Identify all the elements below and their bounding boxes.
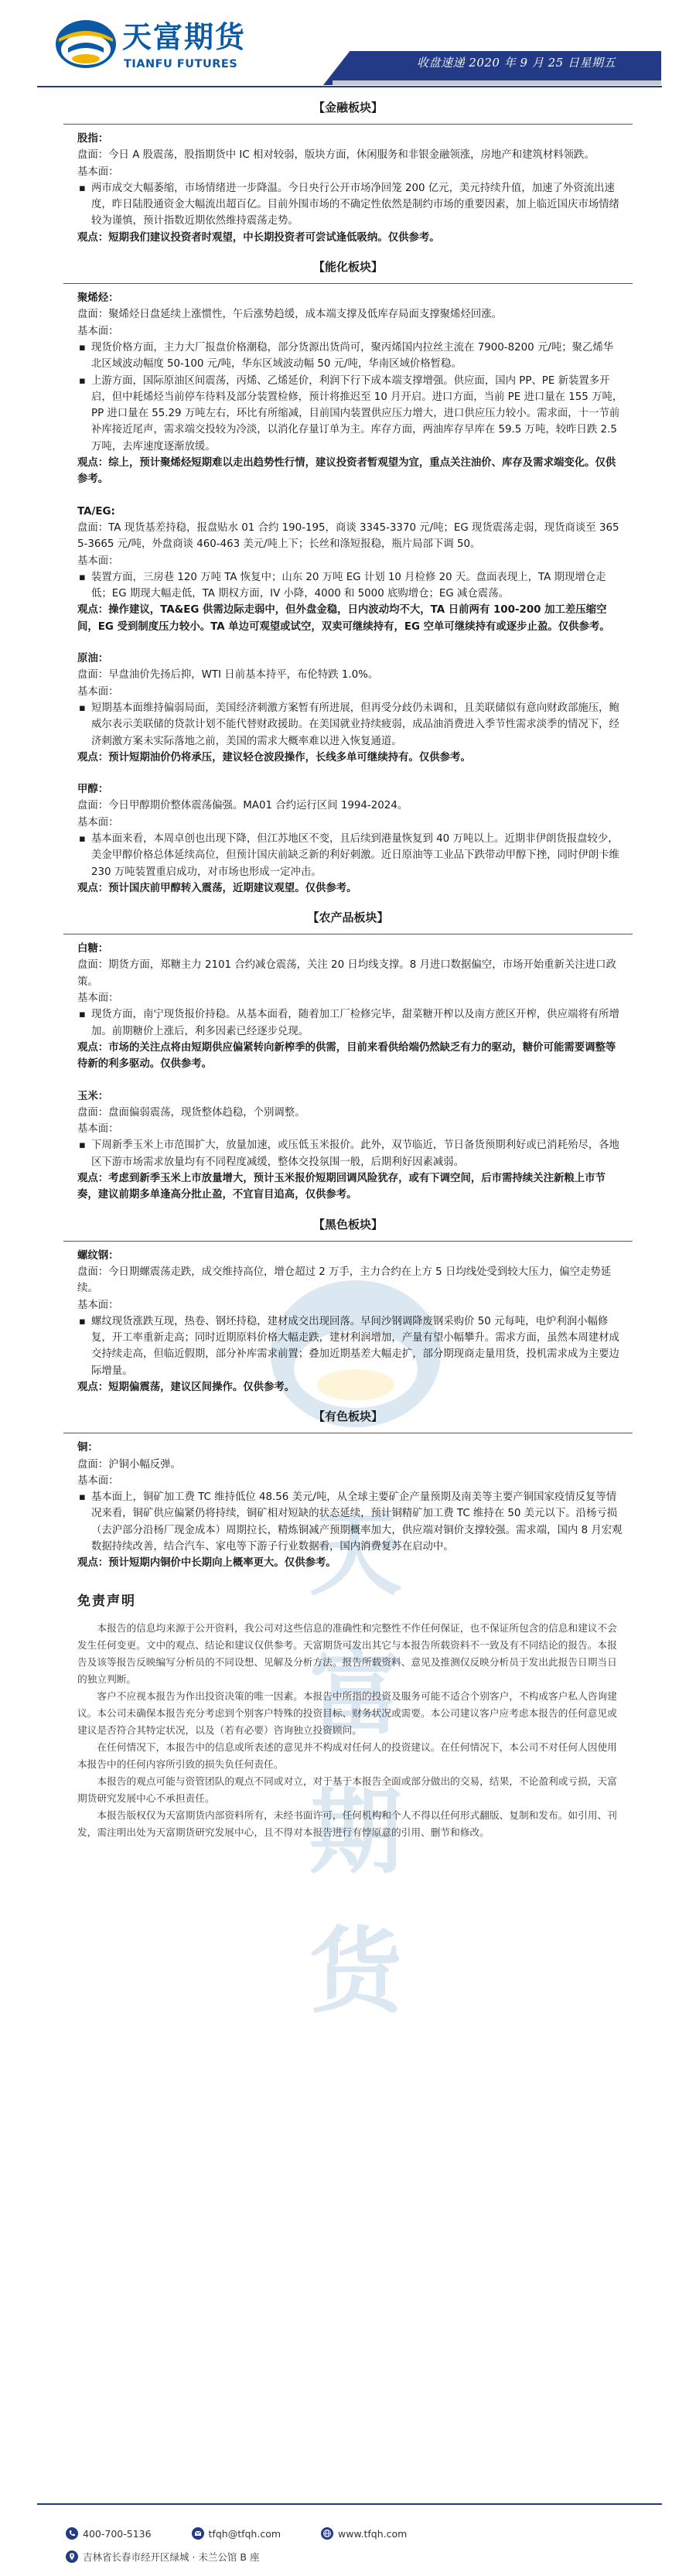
disclaimer-paragraph: 在任何情况下，本报告中的信息或所表述的意见并不构成对任何人的投资建议。在任何情况下，本公司不对任何人因使用本报告中的任何内容所引致的损失负任何责任。 bbox=[77, 1741, 617, 1770]
phone-number: 400-700-5136 bbox=[83, 2528, 152, 2540]
section-divider bbox=[63, 283, 633, 284]
view-statement: 观点：综上，预计聚烯烃短期难以走出趋势性行情，建议投资者暂观望为宜，重点关注油价、库存及需求端变化。仅供参考。 bbox=[77, 457, 616, 486]
disclaimer-body bbox=[0, 1620, 696, 1841]
logo-english-name: TIANFU FUTURES bbox=[124, 58, 238, 70]
view-statement: 观点：操作建议，TA&EG 供需边际走弱中，但外盘金稳，日内波动均不大，TA 日前两有 100-200 加工差压缩空间，EG 受到制度压力较小。TA 单边可观望或试空，双卖可继续持有，EG 空单可继续持有或逐步止盈。仅供参考。 bbox=[77, 604, 610, 633]
fundamentals-label: 基本面： bbox=[77, 685, 119, 698]
fundamentals-label: 基本面： bbox=[77, 1123, 119, 1136]
footer-contacts bbox=[66, 2526, 407, 2542]
fundamentals-bullet: ▪ 上游方面，国际原油区间震荡，丙烯、乙烯延价，利润下行下成本端支撑增强。供应面，国内 PP、PE 新装置多开启，但中耗烯烃当前停车待料及部分装置检修，预计将推迟至 10 月开启。进口方面，当前 PE 进口量在 155 万吨，PP 进口量在 55.29 万吨左右，环比有所缩减，目前国内装置供应压力增大，进口供应压力较小。需求面，十一节前补库接近尾声，需求端交投较为冷淡，以消化存量订单为主。库存方面，两油库存早库在 59.5 万吨，较昨日跌 2.5 万吨，去库速度逐渐放缓。 bbox=[91, 373, 623, 455]
item-crude-oil bbox=[0, 651, 696, 766]
view-statement: 观点：预计短期内铜价中长期向上概率更大。仅供参考。 bbox=[77, 1557, 336, 1570]
footer-address bbox=[66, 2550, 259, 2565]
disclaimer-paragraph: 本报告的观点可能与资管团队的观点不同或对立，对于基于本报告全面或部分做出的交易，结果，不论盈利或亏损，天富期货研究发展中心不承担责任。 bbox=[77, 1775, 617, 1804]
item-name: 螺纹钢： bbox=[77, 1249, 119, 1262]
logo-chinese-name: 天富期货 bbox=[122, 20, 247, 54]
market-overview: 盘面：聚烯烃日盘延续上涨惯性，午后涨势趋缓，成本端支撑及低库存局面支撑聚烯烃回涨。 bbox=[77, 309, 503, 321]
market-overview: 盘面：今日期螺震荡走跌，成交维持高位，增仓超过 2 万手，主力合约在上方 5 日均线处受到较大压力，偏空走势延续。 bbox=[77, 1266, 612, 1295]
phone-icon bbox=[66, 2527, 78, 2540]
website-url: www.tfqh.com bbox=[338, 2528, 408, 2540]
location-pin-icon bbox=[66, 2550, 78, 2563]
svg-text:富: 富 bbox=[309, 1640, 402, 1748]
report-content bbox=[0, 87, 696, 1841]
phone-contact[interactable] bbox=[66, 2528, 155, 2540]
item-sugar bbox=[0, 941, 696, 1072]
view-statement: 观点：短期我们建议投资者时观望，中长期投资者可尝试逢低吸纳。仅供参考。 bbox=[77, 231, 440, 244]
item-name: TA/EG: bbox=[77, 505, 115, 518]
fundamentals-bullet: ▪ 短期基本面维持偏弱局面，美国经济刺激方案暂有所进展，但再受分歧仍未调和，且美联储似有意向财政部施压，鲍威尔表示美联储的贷款计划不能代替财政援助。在美国就业持续疲弱，成品油消费进入季节性需求淡季的情况下，经济刺激方案未实际落地之前，美国的需求大概率难以进入恢复通道。 bbox=[91, 700, 623, 750]
section-divider bbox=[63, 1241, 633, 1242]
fundamentals-bullet: ▪ 现货方面，南宁现货报价持稳。从基本面看，随着加工厂检修完毕，甜菜糖开榨以及南方蔗区开榨，供应端将有所增加。前期糖价上涨后，利多因素已经逐步兑现。 bbox=[91, 1006, 623, 1040]
email-contact[interactable] bbox=[192, 2528, 284, 2540]
item-ta-eg bbox=[0, 504, 696, 635]
disclaimer-paragraph: 本报告版权仅为天富期货内部资料所有，未经书面许可，任何机构和个人不得以任何形式翻版、复制和发布。如引用、刊发，需注明出处为天富期货研究发展中心，且不得对本报告进行有悖原意的引用、删节和修改。 bbox=[77, 1809, 617, 1838]
fundamentals-bullet: ▪ 装置方面，三房巷 120 万吨 TA 恢复中；山东 20 万吨 EG 计划 10 月检修 20 天。盘面表现上，TA 期现增仓走低；EG 期现大幅走低，TA 期权方面，IV 小降，4000 和 5000 底购增仓；EG 减仓震荡。 bbox=[91, 569, 623, 603]
fundamentals-label: 基本面： bbox=[77, 325, 119, 337]
section-title-agriculture: 【农产品板块】 bbox=[307, 910, 389, 925]
item-name: 铜： bbox=[77, 1442, 98, 1454]
disclaimer-paragraph: 客户不应视本报告为作出投资决策的唯一因素。本报告中所指的投资及服务可能不适合个别客户，不构成客户私人咨询建议。本公司未确保本报告充分考虑到个别客户特殊的投资目标、财务状况或需要。本公司建议客户应考虑本报告的任何意见或建议是否符合其特定状况，以及（若有必要）咨询独立投资顾问。 bbox=[77, 1689, 617, 1736]
section-title-ferrous: 【黑色板块】 bbox=[312, 1217, 383, 1232]
item-corn bbox=[0, 1088, 696, 1204]
report-header bbox=[0, 0, 696, 85]
fundamentals-bullet: ▪ 基本面来看，本周卓创也出现下降，但江苏地区不变，且后续到港量恢复到 40 万吨以上。近期非伊朗货报盘较少，美金甲醇价格总体延续高位，但预计国庆前缺乏新的利好刺激。近日原油等工业品下跌带动甲醇下挫，同时伊朗卡维 230 万吨装置重启成功，对市场也形成一定冲击。 bbox=[91, 831, 623, 880]
item-name: 股指： bbox=[77, 133, 109, 145]
section-divider bbox=[63, 124, 633, 125]
market-overview: 盘面：今日 A 股震荡，股指期货中 IC 相对较弱，版块方面，休闲服务和非银金融领涨，房地产和建筑材料领跌。 bbox=[77, 149, 595, 162]
item-polyolefin bbox=[0, 290, 696, 488]
market-overview: 盘面：期货方面，郑糖主力 2101 合约减仓震荡，关注 20 日均线支撑。8 月进口数据偏空，市场开始重新关注进口政策。 bbox=[77, 959, 616, 988]
address-text: 吉林省长春市经开区绿城 · 未兰公馆 B 座 bbox=[83, 2551, 260, 2563]
fundamentals-label: 基本面： bbox=[77, 1299, 119, 1311]
svg-text:天: 天 bbox=[309, 1501, 402, 1608]
view-statement: 观点：考虑到新季玉米上市放量增大，预计玉米报价短期回调风险犹存，或有下调空间，后市需持续关注新粮上市节奏，建议前期多单逢高分批止盈，不宜盲目追高，仅供参考。 bbox=[77, 1173, 606, 1201]
footer-divider bbox=[37, 2503, 662, 2505]
section-title-nonferrous: 【有色板块】 bbox=[312, 1409, 383, 1424]
fundamentals-bullet: ▪ 螺纹现货涨跌互现，热卷、钢坯持稳，建材成交出现回落。早间沙钢调降废钢采购价 50 元每吨，电炉利润小幅修复，开工率重新走高；同时近期原料价格大幅走跌，建材利润增加，产量有望小幅攀升。需求方面，虽然本周建材成交持续走高，但临近假期，部分补库需求前置；叠加近期基差大幅走扩，部分期现商走量用货，投机需求成为主要边际增量。 bbox=[91, 1314, 623, 1379]
fundamentals-bullet: ▪ 基本面上，铜矿加工费 TC 维持低位 48.56 美元/吨，从全球主要矿企产量预期及南美等主要产铜国家疫情反复等情况来看，铜矿供应偏紧仍将持续，铜矿相对短缺的状态延续，预计铜精矿加工费 TC 维持在 50 美元以下。沿杨亏损（去沪部分沿杨厂现金成本）周期拉长，精炼铜减产预期概率加大，供应端对铜价支撑较强。需求端，国内 8 月宏观数据持续改善，结合汽车、家电等下游子行业数据看，国内消费复苏在启动中。 bbox=[91, 1489, 623, 1555]
fundamentals-bullet: ▪ 下周新季玉米上市范围扩大，放量加速，或压低玉米报价。此外，双节临近，节日备货预期利好或已消耗殆尽，各地区下游市场需求放量均有不同程度减缓，整体交投氛围一般，后期利好因素减弱。 bbox=[91, 1137, 623, 1170]
email-icon bbox=[192, 2527, 204, 2540]
fundamentals-label: 基本面： bbox=[77, 992, 119, 1005]
market-overview: 盘面：TA 现货基差持稳，报盘贴水 01 合约 190-195，商谈 3345-3370 元/吨；EG 现货震荡走弱，现货商谈至 3655-3665 元/吨，外盘商谈 460-463 美元/吨上下；长丝和涤短报稳，瓶片局部下调 50。 bbox=[77, 521, 619, 551]
market-overview: 盘面：早盘油价先扬后抑，WTI 日前基本持平，布伦特跌 1.0%。 bbox=[77, 669, 379, 682]
view-statement: 观点：预计国庆前甲醇转入震荡，近期建议观望。仅供参考。 bbox=[77, 882, 357, 894]
item-name: 白糖： bbox=[77, 943, 109, 955]
item-stock-index bbox=[0, 131, 696, 246]
view-statement: 观点：预计短期油价仍将承压，建议轻仓波段操作，长线多单可继续持有。仅供参考。 bbox=[77, 751, 471, 764]
market-overview: 盘面：盘面偏弱震荡，现货整体趋稳，个别调整。 bbox=[77, 1106, 305, 1119]
item-name: 原油： bbox=[77, 653, 109, 665]
email-address: tfqh@tfqh.com bbox=[208, 2528, 281, 2540]
item-rebar bbox=[0, 1248, 696, 1396]
section-title-energy: 【能化板块】 bbox=[312, 260, 383, 275]
report-date: 收盘速递 2020 年 9 月 25 日星期五 bbox=[417, 56, 616, 70]
item-methanol bbox=[0, 781, 696, 897]
fundamentals-bullet: ▪ 两市成交大幅萎缩，市场情绪进一步降温。今日央行公开市场净回笼 200 亿元，美元持续升值，加速了外资流出速度，昨日陆股通资金大幅流出超百亿。目前外围市场的不确定性依然是制约市场的重要因素，加上临近国庆市场情绪较为谨慎，预计指数近期依然维持震荡走势。 bbox=[91, 180, 623, 230]
fundamentals-label: 基本面： bbox=[77, 1474, 119, 1487]
view-statement: 观点：短期偏震荡，建议区间操作。仅供参考。 bbox=[77, 1382, 295, 1393]
svg-text:货: 货 bbox=[309, 1918, 402, 2026]
fundamentals-label: 基本面： bbox=[77, 816, 119, 828]
view-statement: 观点：市场的关注点将由短期供应偏紧转向新榨季的供需，目前来看供给端仍然缺乏有力的驱动，糖价可能需要调整等待新的利多驱动。仅供参考。 bbox=[77, 1041, 616, 1071]
item-copper bbox=[0, 1440, 696, 1571]
website-link[interactable] bbox=[321, 2528, 407, 2540]
item-name: 聚烯烃： bbox=[77, 292, 119, 305]
fundamentals-label: 基本面： bbox=[77, 555, 119, 567]
disclaimer-paragraph: 本报告的信息均来源于公开资料，我公司对这些信息的准确性和完整性不作任何保证，也不保证所包含的信息和建议不会发生任何变更。文中的观点、结论和建议仅供参考。天富期货可发出其它与本报告所载资料不一致及有不同结论的报告。本报告及该等报告反映编写分析员的不同设想、见解及分析方法。报告所载资料、意见及推测仅反映分析员于发出此报告日期当日的独立判断。 bbox=[77, 1621, 617, 1685]
report-footer bbox=[0, 2499, 696, 2576]
disclaimer-title: 免责声明 bbox=[77, 1593, 136, 1609]
item-name: 玉米： bbox=[77, 1090, 109, 1102]
market-overview: 盘面：沪铜小幅反弹。 bbox=[77, 1458, 181, 1471]
item-name: 甲醇： bbox=[77, 784, 109, 796]
fundamentals-bullet: ▪ 现货价格方面，主力大厂报盘价格潮稳，部分货源出货尚可，聚丙烯国内拉丝主流在 7900-8200 元/吨；聚乙烯华北区域波动幅度 50-100 元/吨，华东区域波动幅 50 元/吨，华南区域价格暂稳。 bbox=[91, 340, 623, 373]
section-title-finance: 【金融板块】 bbox=[312, 101, 383, 114]
market-overview: 盘面：今日甲醇期价整体震荡偏强。MA01 合约运行区间 1994-2024。 bbox=[77, 800, 408, 812]
globe-icon bbox=[321, 2527, 333, 2540]
fundamentals-label: 基本面： bbox=[77, 166, 119, 178]
svg-text:期: 期 bbox=[309, 1779, 402, 1887]
